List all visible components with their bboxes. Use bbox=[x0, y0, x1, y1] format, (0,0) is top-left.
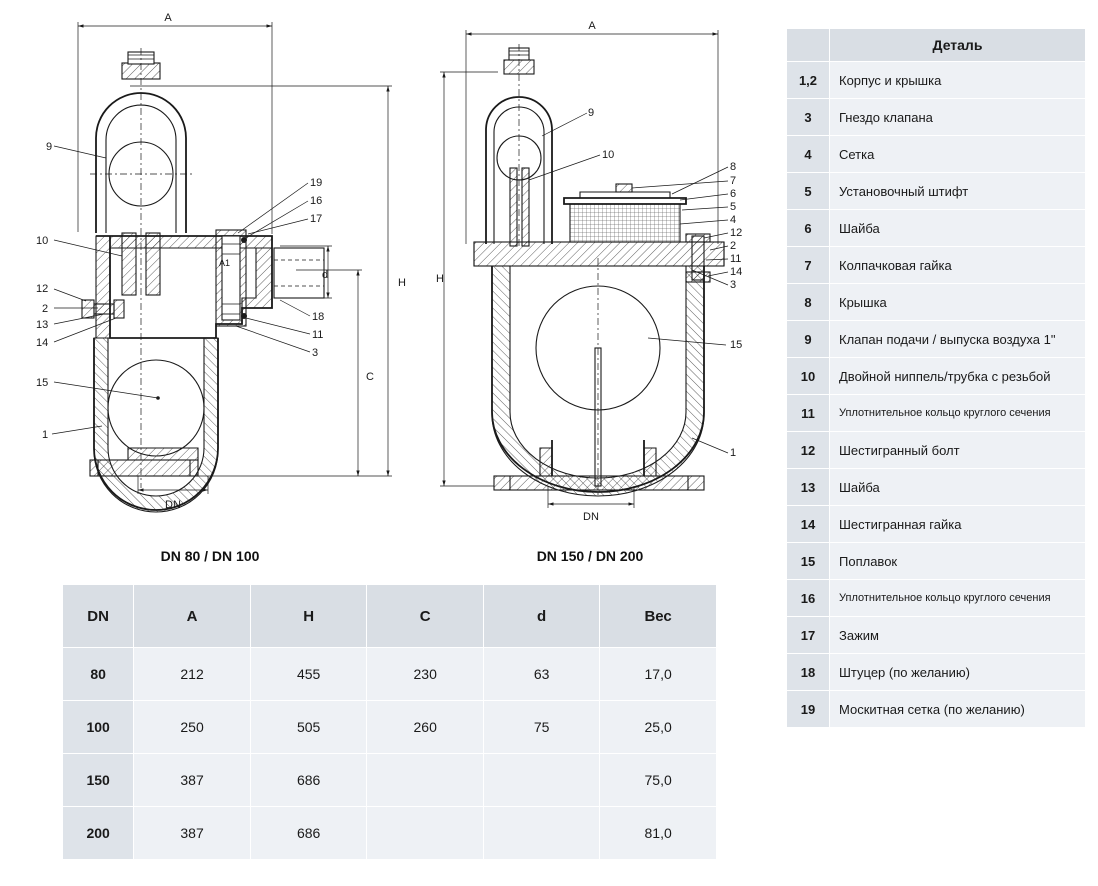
dimension-table bbox=[62, 584, 717, 860]
svg-text:18: 18 bbox=[312, 311, 325, 323]
part-description: Москитная сетка (по желанию) bbox=[830, 691, 1086, 728]
part-number: 8 bbox=[787, 284, 830, 321]
balloon-labels-left bbox=[36, 141, 324, 441]
table-row bbox=[787, 358, 1086, 395]
part-description: Колпачковая гайка bbox=[830, 247, 1086, 284]
svg-text:9: 9 bbox=[46, 141, 53, 153]
table-row bbox=[787, 247, 1086, 284]
table-row bbox=[787, 432, 1086, 469]
dim-cell bbox=[367, 807, 484, 860]
strainer-assembly bbox=[564, 184, 686, 242]
svg-text:2: 2 bbox=[730, 240, 737, 252]
table-row bbox=[787, 654, 1086, 691]
dim-cell: 250 bbox=[134, 701, 251, 754]
side-outlet bbox=[274, 248, 324, 298]
dim-col-a: A bbox=[134, 585, 251, 648]
svg-text:12: 12 bbox=[36, 283, 49, 295]
part-description: Шестигранный болт bbox=[830, 432, 1086, 469]
dim-cell: 200 bbox=[63, 807, 134, 860]
part-description: Уплотнительное кольцо круглого сечения bbox=[830, 395, 1086, 432]
svg-text:14: 14 bbox=[730, 266, 743, 278]
balloon-labels-right bbox=[529, 107, 742, 459]
parts-col-number bbox=[787, 29, 830, 62]
part-number: 1,2 bbox=[787, 62, 830, 99]
part-description: Поплавок bbox=[830, 543, 1086, 580]
part-description: Сетка bbox=[830, 136, 1086, 173]
dim-cell: 150 bbox=[63, 754, 134, 807]
dimension-a bbox=[78, 12, 272, 234]
table-row bbox=[787, 580, 1086, 617]
table-row bbox=[787, 691, 1086, 728]
part-number: 18 bbox=[787, 654, 830, 691]
svg-text:C: C bbox=[366, 371, 374, 383]
table-row bbox=[63, 807, 717, 860]
svg-text:6: 6 bbox=[730, 188, 737, 200]
parts-list-table bbox=[786, 28, 1086, 728]
part-number: 17 bbox=[787, 617, 830, 654]
dim-cell: 260 bbox=[367, 701, 484, 754]
air-valve-assembly-right bbox=[486, 44, 552, 248]
part-number: 10 bbox=[787, 358, 830, 395]
svg-text:H: H bbox=[398, 277, 406, 289]
part-description: Установочный штифт bbox=[830, 173, 1086, 210]
svg-text:11: 11 bbox=[730, 253, 742, 265]
dim-cell: 212 bbox=[134, 648, 251, 701]
dim-cell bbox=[483, 754, 599, 807]
part-number: 16 bbox=[787, 580, 830, 617]
table-row bbox=[787, 284, 1086, 321]
svg-text:7: 7 bbox=[730, 175, 737, 187]
svg-text:A1: A1 bbox=[219, 258, 231, 268]
part-description: Корпус и крышка bbox=[830, 62, 1086, 99]
svg-text:14: 14 bbox=[36, 337, 49, 349]
part-number: 19 bbox=[787, 691, 830, 728]
svg-text:8: 8 bbox=[730, 161, 737, 173]
dim-cell: 686 bbox=[250, 807, 367, 860]
part-description: Шайба bbox=[830, 210, 1086, 247]
part-number: 5 bbox=[787, 173, 830, 210]
dim-cell: 25,0 bbox=[600, 701, 717, 754]
svg-text:1: 1 bbox=[730, 447, 737, 459]
svg-text:A: A bbox=[164, 12, 172, 24]
table-row bbox=[787, 99, 1086, 136]
svg-text:5: 5 bbox=[730, 201, 737, 213]
table-row bbox=[63, 754, 717, 807]
svg-text:13: 13 bbox=[36, 319, 49, 331]
svg-text:3: 3 bbox=[730, 279, 737, 291]
caption-right: DN 150 / DN 200 bbox=[536, 548, 644, 564]
table-row bbox=[787, 173, 1086, 210]
part-number: 14 bbox=[787, 506, 830, 543]
svg-text:15: 15 bbox=[730, 339, 743, 351]
part-number: 9 bbox=[787, 321, 830, 358]
table-row bbox=[787, 210, 1086, 247]
clamp-assembly bbox=[216, 230, 247, 326]
table-row bbox=[787, 395, 1086, 432]
table-row bbox=[787, 469, 1086, 506]
svg-text:9: 9 bbox=[588, 107, 595, 119]
dimension-c bbox=[296, 270, 374, 476]
dim-cell: 230 bbox=[367, 648, 484, 701]
svg-text:DN: DN bbox=[583, 511, 599, 523]
part-description: Шестигранная гайка bbox=[830, 506, 1086, 543]
dimension-table-header-row bbox=[63, 585, 717, 648]
svg-text:15: 15 bbox=[36, 377, 49, 389]
svg-text:16: 16 bbox=[310, 195, 323, 207]
dim-cell: 387 bbox=[134, 754, 251, 807]
svg-text:17: 17 bbox=[310, 213, 323, 225]
dim-cell bbox=[367, 754, 484, 807]
drawing-dn150-dn200 bbox=[430, 8, 770, 528]
dim-col-c: C bbox=[367, 585, 484, 648]
dim-col-weight: Вес bbox=[600, 585, 717, 648]
part-number: 12 bbox=[787, 432, 830, 469]
part-number: 3 bbox=[787, 99, 830, 136]
svg-text:A: A bbox=[588, 20, 596, 32]
dim-cell: 80 bbox=[63, 648, 134, 701]
drawing-dn80-dn100 bbox=[10, 8, 430, 528]
part-description: Штуцер (по желанию) bbox=[830, 654, 1086, 691]
part-description: Уплотнительное кольцо круглого сечения bbox=[830, 580, 1086, 617]
part-number: 11 bbox=[787, 395, 830, 432]
table-row bbox=[63, 701, 717, 754]
dim-cell: 686 bbox=[250, 754, 367, 807]
part-description: Клапан подачи / выпуска воздуха 1" bbox=[830, 321, 1086, 358]
table-row bbox=[63, 648, 717, 701]
part-description: Гнездо клапана bbox=[830, 99, 1086, 136]
parts-col-title: Деталь bbox=[830, 29, 1086, 62]
dim-cell: 75 bbox=[483, 701, 599, 754]
part-description: Крышка bbox=[830, 284, 1086, 321]
svg-text:3: 3 bbox=[312, 347, 319, 359]
svg-text:1: 1 bbox=[42, 429, 49, 441]
table-row bbox=[787, 617, 1086, 654]
dim-cell bbox=[483, 807, 599, 860]
part-number: 4 bbox=[787, 136, 830, 173]
svg-text:d: d bbox=[322, 269, 329, 281]
svg-text:4: 4 bbox=[730, 214, 737, 226]
table-row bbox=[787, 62, 1086, 99]
part-description: Зажим bbox=[830, 617, 1086, 654]
dim-cell: 387 bbox=[134, 807, 251, 860]
table-row bbox=[787, 543, 1086, 580]
svg-text:10: 10 bbox=[36, 235, 49, 247]
svg-text:12: 12 bbox=[730, 227, 743, 239]
dim-cell: 455 bbox=[250, 648, 367, 701]
svg-text:11: 11 bbox=[312, 329, 324, 341]
dim-cell: 505 bbox=[250, 701, 367, 754]
table-row bbox=[787, 506, 1086, 543]
table-row bbox=[787, 321, 1086, 358]
dim-col-d: d bbox=[483, 585, 599, 648]
part-description: Двойной ниппель/трубка с резьбой bbox=[830, 358, 1086, 395]
dim-cell: 63 bbox=[483, 648, 599, 701]
dim-col-dn: DN bbox=[63, 585, 134, 648]
dim-cell: 17,0 bbox=[600, 648, 717, 701]
part-number: 13 bbox=[787, 469, 830, 506]
part-number: 7 bbox=[787, 247, 830, 284]
table-row bbox=[787, 136, 1086, 173]
svg-text:H: H bbox=[436, 273, 444, 285]
valve-body-right bbox=[492, 258, 704, 498]
svg-text:2: 2 bbox=[42, 303, 49, 315]
part-number: 15 bbox=[787, 543, 830, 580]
cover-flange bbox=[474, 242, 724, 266]
dimension-h-right bbox=[436, 72, 498, 486]
dim-cell: 81,0 bbox=[600, 807, 717, 860]
dim-cell: 100 bbox=[63, 701, 134, 754]
parts-table-header-row bbox=[787, 29, 1086, 62]
dim-cell: 75,0 bbox=[600, 754, 717, 807]
part-description: Шайба bbox=[830, 469, 1086, 506]
part-number: 6 bbox=[787, 210, 830, 247]
dim-col-h: H bbox=[250, 585, 367, 648]
caption-left: DN 80 / DN 100 bbox=[160, 548, 260, 564]
svg-text:10: 10 bbox=[602, 149, 615, 161]
svg-text:19: 19 bbox=[310, 177, 323, 189]
